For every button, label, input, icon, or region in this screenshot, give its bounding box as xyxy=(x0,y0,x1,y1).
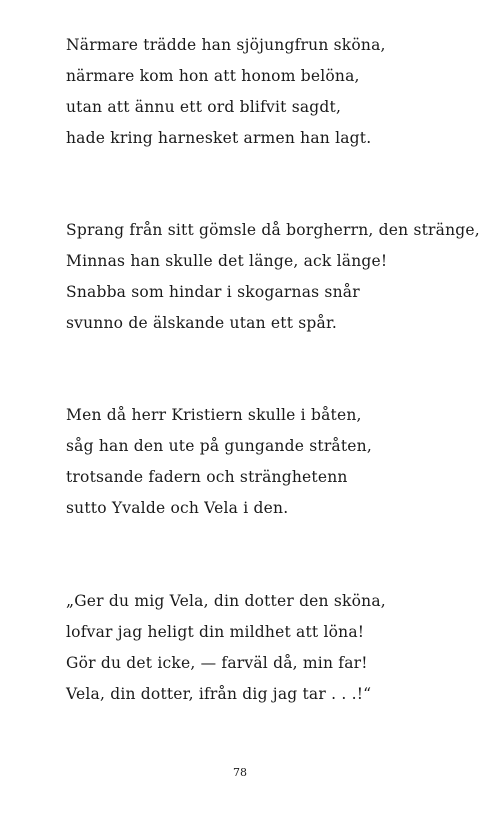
verse-line: Vela, din dotter, ifrån dig jag tar . . .!“ xyxy=(66,685,372,703)
page-number: 78 xyxy=(233,766,247,779)
verse-line: sutto Yvalde och Vela i den. xyxy=(66,499,289,517)
verse-line: Minnas han skulle det länge, ack länge! xyxy=(66,252,388,270)
stanza-3 xyxy=(66,400,456,524)
verse-line: lofvar jag heligt din mildhet att löna! xyxy=(66,623,365,641)
verse-line: Gör du det icke, — farväl då, min far! xyxy=(66,654,368,672)
verse-line: trotsande fadern och stränghetenn xyxy=(66,468,348,486)
verse-line: svunno de älskande utan ett spår. xyxy=(66,314,338,332)
stanza-4 xyxy=(66,586,456,710)
verse-line: Sprang från sitt gömsle då borgherrn, den stränge, xyxy=(66,221,480,239)
verse-line: Snabba som hindar i skogarnas snår xyxy=(66,283,360,301)
stanza-1 xyxy=(66,30,456,154)
verse-line: hade kring harnesket armen han lagt. xyxy=(66,129,372,147)
verse-line: utan att ännu ett ord blifvit sagdt, xyxy=(66,98,342,116)
stanza-2 xyxy=(66,215,480,339)
verse-line: såg han den ute på gungande stråten, xyxy=(66,437,372,455)
verse-line: Men då herr Kristiern skulle i båten, xyxy=(66,406,362,424)
verse-line: Närmare trädde han sjöjungfrun sköna, xyxy=(66,36,386,54)
verse-line: närmare kom hon att honom belöna, xyxy=(66,67,360,85)
verse-line: „Ger du mig Vela, din dotter den sköna, xyxy=(66,592,386,610)
